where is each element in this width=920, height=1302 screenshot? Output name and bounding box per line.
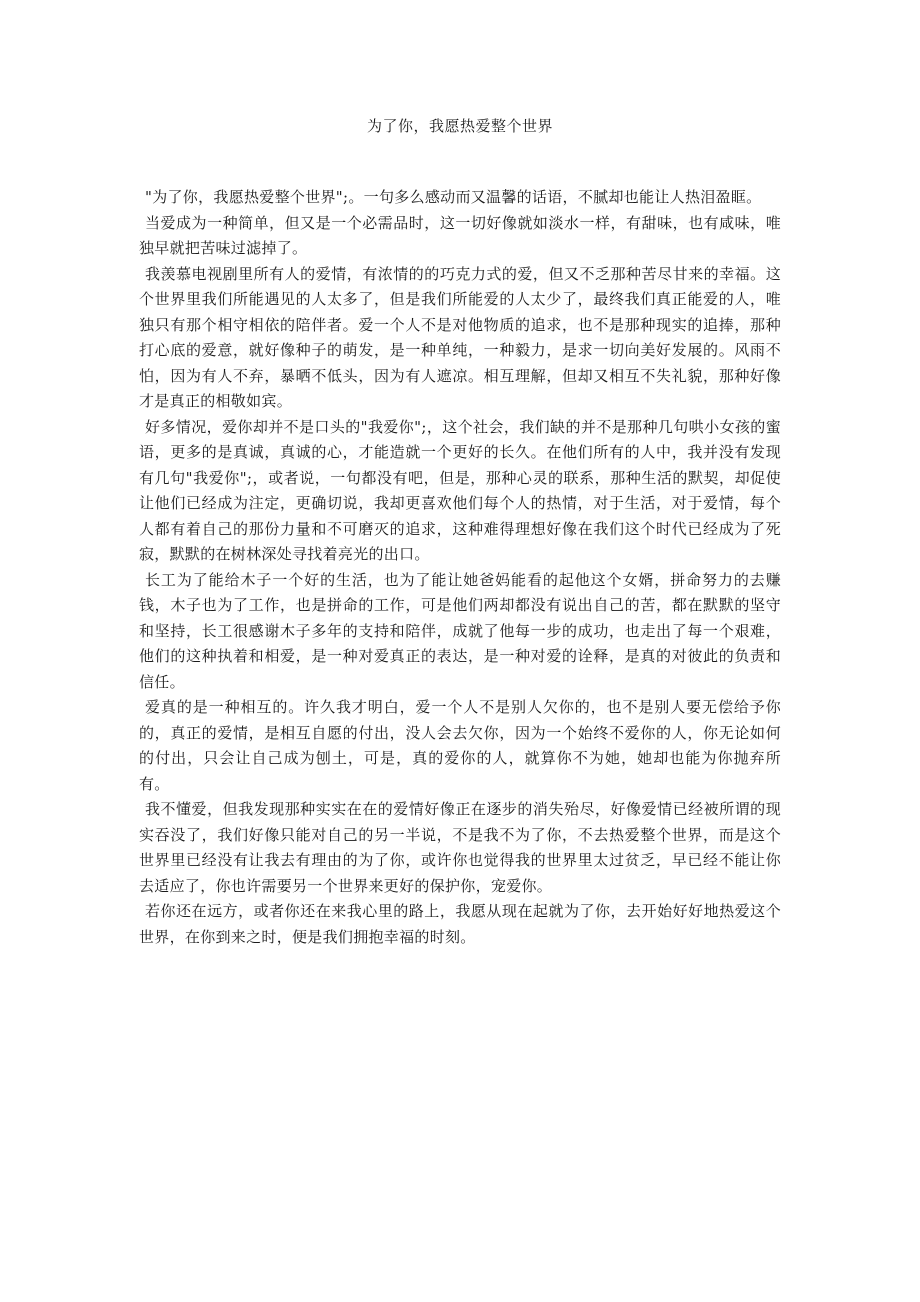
paragraph: 爱真的是一种相互的。许久我才明白，爱一个人不是别人欠你的，也不是别人要无偿给予你的，真正的爱情，是相互自愿的付出，没人会去欠你，因为一个始终不爱你的人，你无论如何的付出，只会让自己成为刨土，可是，真的爱你的人，就算你不为她，她却也能为你抛弃所有。 [139,698,781,793]
paragraph: 当爱成为一种简单，但又是一个必需品时，这一切好像就如淡水一样，有甜味，也有咸味，唯独早就把苦味过滤掉了。 [139,213,781,257]
document-body [139,185,781,950]
paragraph: 我羡慕电视剧里所有人的爱情，有浓情的的巧克力式的爱，但又不乏那种苦尽甘来的幸福。这个世界里我们所能遇见的人太多了，但是我们所能爱的人太少了，最终我们真正能爱的人，唯独只有那个相守相依的陪伴者。爱一个人不是对他物质的追求，也不是那种现实的追捧，那种打心底的爱意，就好像种子的萌发，是一种单纯，一种毅力，是求一切向美好发展的。风雨不怕，因为有人不弃，暴晒不低头，因为有人遮凉。相互理解，但却又相互不失礼貌，那种好像才是真正的相敬如宾。 [139,264,781,410]
paragraph: 若你还在远方，或者你还在来我心里的路上，我愿从现在起就为了你，去开始好好地热爱这个世界，在你到来之时，便是我们拥抱幸福的时刻。 [139,902,781,946]
document-title: 为了你，我愿热爱整个世界 [366,117,553,135]
paragraph: 长工为了能给木子一个好的生活，也为了能让她爸妈能看的起他这个女婿，拼命努力的去赚钱，木子也为了工作，也是拼命的工作，可是他们两却都没有说出自己的苦，都在默默的坚守和坚持，长工很感谢木子多年的支持和陪伴，成就了他每一步的成功，也走出了每一个艰难，他们的这种执着和相爱，是一种对爱真正的表达，是一种对爱的诠释，是真的对彼此的负责和信任。 [139,570,781,691]
paragraph: 我不懂爱，但我发现那种实实在在的爱情好像正在逐步的消失殆尽，好像爱情已经被所谓的现实吞没了，我们好像只能对自己的另一半说，不是我不为了你，不去热爱整个世界，而是这个世界里已经没有让我去有理由的为了你，或许你也觉得我的世界里太过贫乏，早已经不能让你去适应了，你也许需要另一个世界来更好的保护你，宠爱你。 [139,800,781,895]
paragraph: "为了你，我愿热爱整个世界";。一句多么感动而又温馨的话语，不腻却也能让人热泪盈眶。 [145,188,762,206]
paragraph: 好多情况，爱你却并不是口头的"我爱你";，这个社会，我们缺的并不是那种几句哄小女孩的蜜语，更多的是真诚，真诚的心，才能造就一个更好的长久。在他们所有的人中，我并没有发现有几句"我爱你";，或者说，一句都没有吧，但是，那种心灵的联系，那种生活的默契，却促使让他们已经成为注定，更确切说，我却更喜欢他们每个人的热情，对于生活，对于爱情，每个人都有着自己的那份力量和不可磨灭的追求，这种难得理想好像在我们这个时代已经成为了死寂，默默的在树林深处寻找着亮光的出口。 [139,417,781,563]
